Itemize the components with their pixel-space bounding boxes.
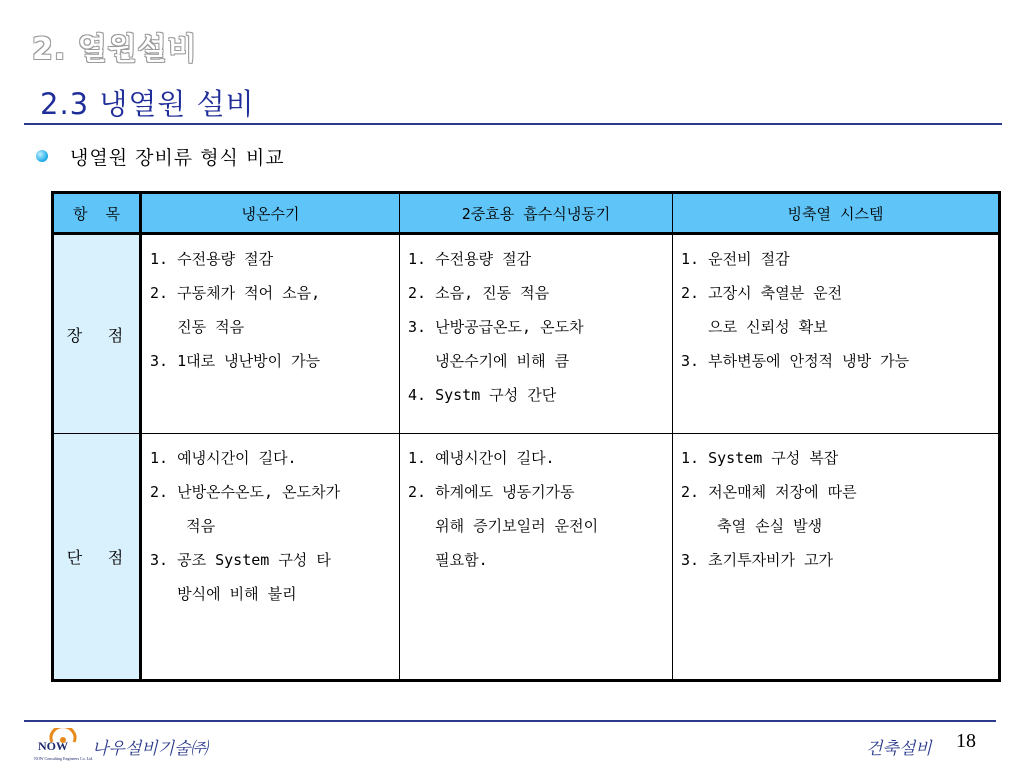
row-label-disadvantages: 단 점 <box>53 434 141 681</box>
cell-line: 2. 저온매체 저장에 따른 <box>681 483 857 501</box>
cell-line: 1. 예냉시간이 길다. <box>150 449 297 467</box>
table-row-advantages <box>53 234 1000 434</box>
cell-line: 1. 운전비 절감 <box>681 250 790 268</box>
logo-subtext: NOW Consulting Engineers Co. Ltd. <box>34 756 94 761</box>
cell-line: 진동 적음 <box>150 318 245 336</box>
comparison-table <box>51 191 1001 682</box>
cell-line: 3. 공조 System 구성 타 <box>150 551 331 569</box>
chapter-title: 2. 열원설비 <box>32 32 198 67</box>
header-item: 항 목 <box>53 193 141 234</box>
header-col1: 냉온수기 <box>141 193 400 234</box>
cell-line: 으로 신뢰성 확보 <box>681 318 828 336</box>
header-col2: 2중효용 흡수식냉동기 <box>400 193 673 234</box>
cell-line: 3. 초기투자비가 고가 <box>681 551 834 569</box>
cell-line: 4. Systm 구성 간단 <box>408 386 557 404</box>
cell-disadvantages-col1 <box>141 434 400 681</box>
cell-line: 위해 증기보일러 운전이 <box>408 517 599 535</box>
row-label-advantages: 장 점 <box>53 234 141 434</box>
table-header-row <box>53 193 1000 234</box>
cell-line: 3. 부하변동에 안정적 냉방 가능 <box>681 352 910 370</box>
table-row-disadvantages <box>53 434 1000 681</box>
cell-line: 2. 소음, 진동 적음 <box>408 284 550 302</box>
title-divider <box>24 123 1002 125</box>
cell-line: 냉온수기에 비해 큼 <box>408 352 570 370</box>
page-number: 18 <box>956 730 976 752</box>
cell-line: 3. 1대로 냉난방이 가능 <box>150 352 321 370</box>
logo-text: NOW <box>38 739 68 753</box>
cell-line: 2. 구동체가 적어 소음, <box>150 284 321 302</box>
company-name: 나우설비기술㈜ <box>92 739 208 759</box>
cell-line: 축열 손실 발생 <box>681 517 823 535</box>
cell-advantages-col1 <box>141 234 400 434</box>
cell-line: 1. System 구성 복잡 <box>681 449 839 467</box>
cell-disadvantages-col3 <box>673 434 1000 681</box>
cell-advantages-col2 <box>400 234 673 434</box>
header-col3: 빙축열 시스템 <box>673 193 1000 234</box>
cell-line: 3. 난방공급온도, 온도차 <box>408 318 584 336</box>
cell-line: 1. 수전용량 절감 <box>150 250 274 268</box>
cell-advantages-col3 <box>673 234 1000 434</box>
footer-divider <box>24 720 996 722</box>
cell-line: 2. 하계에도 냉동기가동 <box>408 483 575 501</box>
cell-line: 방식에 비해 불리 <box>150 585 297 603</box>
slide-subtitle: 냉열원 장비류 형식 비교 <box>70 147 285 169</box>
footer-section-label: 건축설비 <box>866 739 932 759</box>
bullet-icon <box>36 150 48 162</box>
cell-line: 2. 고장시 축열분 운전 <box>681 284 843 302</box>
cell-line: 2. 난방온수온도, 온도차가 <box>150 483 341 501</box>
section-title: 2.3 냉열원 설비 <box>40 87 255 121</box>
cell-disadvantages-col2 <box>400 434 673 681</box>
cell-line: 1. 수전용량 절감 <box>408 250 532 268</box>
cell-line: 1. 예냉시간이 길다. <box>408 449 555 467</box>
cell-line: 필요함. <box>408 551 488 569</box>
cell-line: 적음 <box>150 517 216 535</box>
